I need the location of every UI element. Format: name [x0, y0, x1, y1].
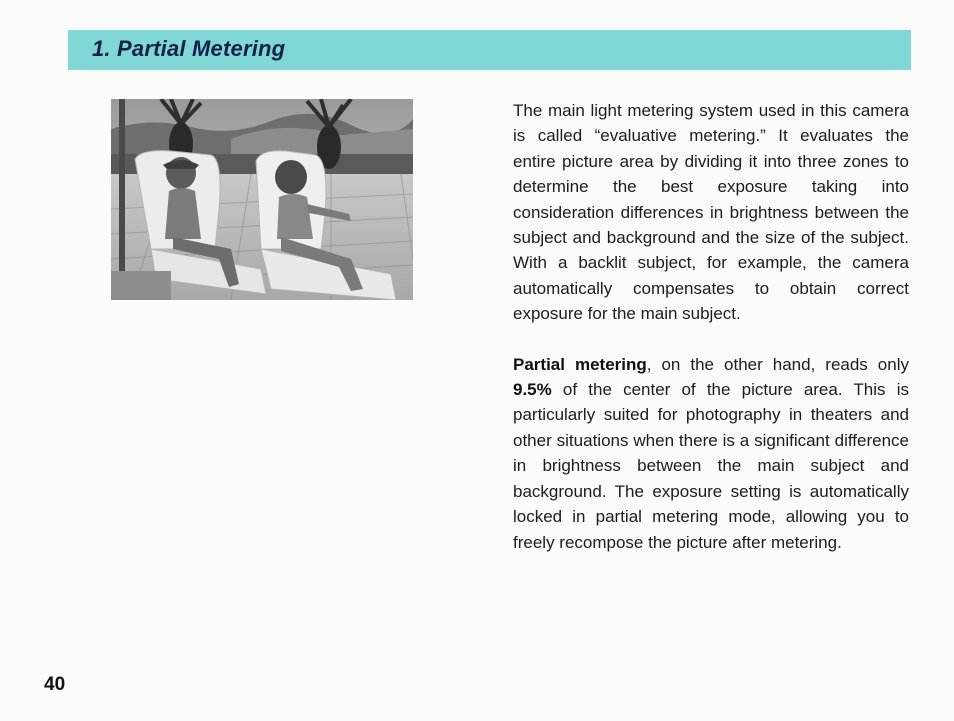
paragraph2-text-b: of the center of the picture area. This is particularly suited for photography in theaters and other situations when there is a significant difference in brightness between the main subject and background. The exposure setting is automatically locked in partial metering mode, allowing you to freely recompose the picture after metering. [513, 380, 909, 552]
photo-two-people-on-lounge-chairs [111, 99, 413, 300]
section-title: 1. Partial Metering [92, 36, 286, 61]
percentage-value: 9.5% [513, 380, 552, 400]
section-header-bar [68, 30, 911, 70]
paragraph-partial-metering [513, 352, 909, 555]
paragraph-evaluative-metering: The main light metering system used in this camera is called “evaluative metering.” It evaluates the entire picture area by dividing it into three zones to determine the best exposure taking into consideration differences in brightness between the subject and background and the size of the subject. With a backlit subject, for example, the camera automatically compensates to obtain correct exposure for the main subject. [513, 101, 909, 324]
page-number: 40 [44, 674, 66, 695]
paragraph2-text-a: , on the other hand, reads only [646, 354, 909, 374]
body-text [513, 98, 909, 555]
term-partial-metering: Partial metering [513, 354, 647, 374]
